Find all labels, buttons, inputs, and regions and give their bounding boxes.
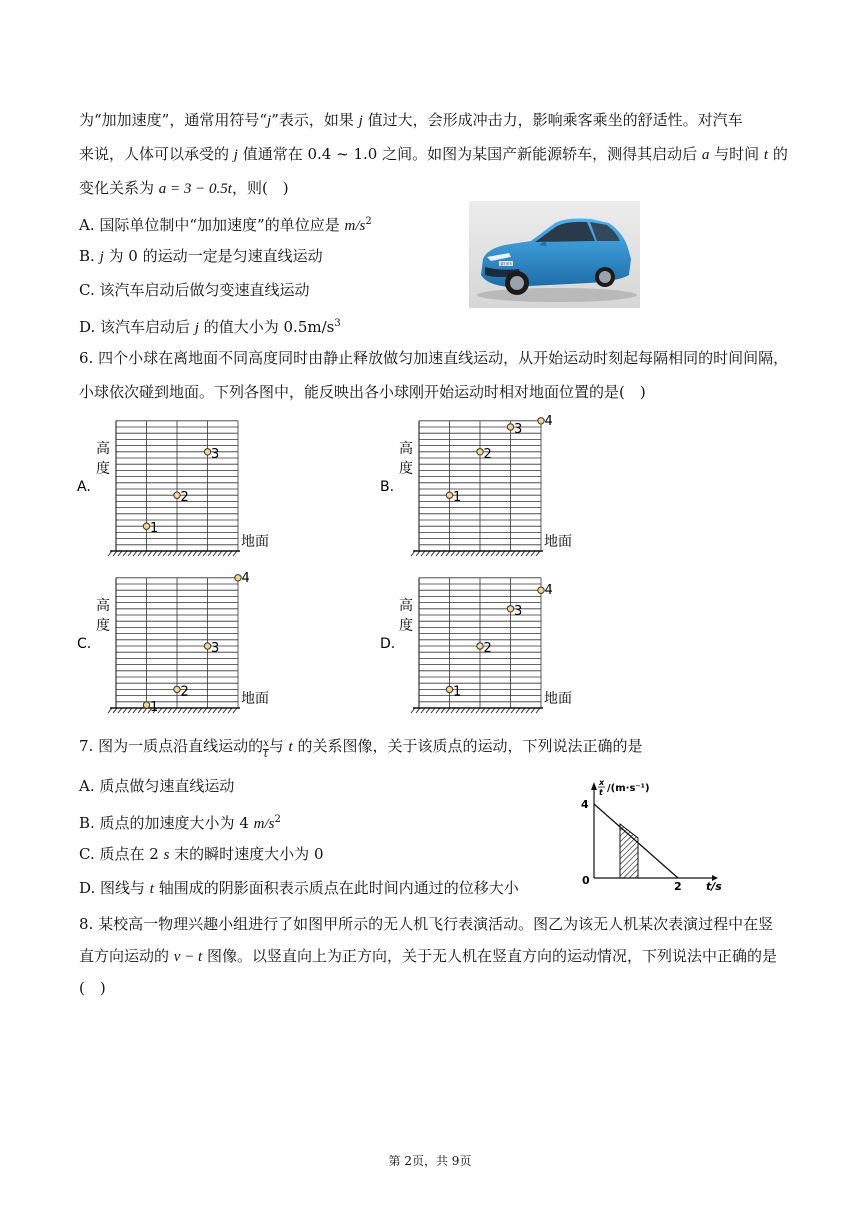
ball-2 xyxy=(477,643,483,649)
ball-1 xyxy=(143,702,149,708)
q5-line-2: 来说，人体可以承受的 j 值通常在 0.4 ~ 1.0 之间。如图为某国产新能源轿车，测得其启动后 a 与时间 t 的 xyxy=(79,145,788,163)
ground-hatch xyxy=(506,551,510,556)
ground-hatch xyxy=(183,708,187,713)
ground-hatch xyxy=(118,708,122,713)
ground-hatch xyxy=(143,551,147,556)
ground-hatch xyxy=(451,551,455,556)
ball-3 xyxy=(507,606,513,612)
ground-hatch xyxy=(233,551,237,556)
ground-hatch xyxy=(526,551,530,556)
q5-line-3: 变化关系为 a = 3 − 0.5t，则( ) xyxy=(79,179,289,197)
ground-hatch xyxy=(416,708,420,713)
ball-label-1: 1 xyxy=(453,490,462,506)
q6-height-label-1: 高 xyxy=(96,598,110,614)
ground-hatch xyxy=(178,551,182,556)
q6-height-label-2: 度 xyxy=(399,618,413,634)
ground-hatch xyxy=(118,551,122,556)
ground-hatch xyxy=(193,551,197,556)
ground-hatch xyxy=(421,551,425,556)
ground-hatch xyxy=(471,708,475,713)
ball-label-4: 4 xyxy=(241,570,250,586)
ball-3 xyxy=(204,449,210,455)
ground-hatch xyxy=(183,551,187,556)
q6-height-label-1: 高 xyxy=(399,441,413,457)
q7-y-arrow-icon xyxy=(591,782,597,790)
ground-hatch xyxy=(506,708,510,713)
q7-x-intercept: 2 xyxy=(674,880,682,893)
ground-hatch xyxy=(148,551,152,556)
q7-graph xyxy=(578,776,728,896)
svg-text:睿行E5: 睿行E5 xyxy=(500,262,512,266)
ground-hatch xyxy=(188,551,192,556)
ground-hatch xyxy=(411,551,415,556)
ground-hatch xyxy=(198,708,202,713)
ball-label-4: 4 xyxy=(544,413,553,429)
ground-hatch xyxy=(446,551,450,556)
ground-hatch xyxy=(496,551,500,556)
ground-hatch xyxy=(188,708,192,713)
ground-hatch xyxy=(168,708,172,713)
ground-hatch xyxy=(113,551,117,556)
ground-hatch xyxy=(208,708,212,713)
ball-label-4: 4 xyxy=(544,583,553,599)
ground-hatch xyxy=(218,708,222,713)
ground-hatch xyxy=(441,708,445,713)
q6-height-label-1: 高 xyxy=(399,598,413,614)
q5-option-d: D. 该汽车启动后 j 的值大小为 $0.5m/s^3$ xyxy=(79,318,341,336)
ground-hatch xyxy=(133,551,137,556)
ground-hatch xyxy=(431,708,435,713)
ball-3 xyxy=(204,643,210,649)
q8-line-2: 直方向运动的 v − t 图像。以竖直向上为正方向，关于无人机在竖直方向的运动情况，下列说法中正确的是 xyxy=(79,947,778,965)
q7-y-intercept: 4 xyxy=(581,798,589,811)
ground-hatch xyxy=(466,708,470,713)
ground-hatch xyxy=(163,551,167,556)
ground-hatch xyxy=(123,551,127,556)
ground-hatch xyxy=(193,708,197,713)
ground-hatch xyxy=(416,551,420,556)
ball-4 xyxy=(538,418,544,424)
ball-4 xyxy=(538,587,544,593)
q6-ground-label: 地面 xyxy=(241,691,269,707)
ground-hatch xyxy=(128,708,132,713)
ground-hatch xyxy=(531,708,535,713)
q7-option-d: D. 图线与 t 轴围成的阴影面积表示质点在此时间内通过的位移大小 xyxy=(79,879,519,897)
ground-hatch xyxy=(158,551,162,556)
ground-hatch xyxy=(108,551,112,556)
ball-label-3: 3 xyxy=(514,603,523,619)
ground-hatch xyxy=(153,551,157,556)
ground-hatch xyxy=(461,551,465,556)
ground-hatch xyxy=(208,551,212,556)
ground-hatch xyxy=(218,551,222,556)
ball-label-3: 3 xyxy=(211,641,220,656)
q6-ground-label: 地面 xyxy=(241,534,269,550)
ball-label-2: 2 xyxy=(483,641,492,656)
ground-hatch xyxy=(198,551,202,556)
ground-hatch xyxy=(228,551,232,556)
ground-hatch xyxy=(133,708,137,713)
ball-2 xyxy=(174,492,180,498)
ball-1 xyxy=(446,492,452,498)
q6-panel-2 xyxy=(380,414,572,556)
q6-option-label: D. xyxy=(380,636,396,652)
ground-hatch xyxy=(203,551,207,556)
q7-option-b: B. 质点的加速度大小为 4 $m/s^2$ xyxy=(79,814,281,832)
ball-2 xyxy=(174,686,180,692)
ground-hatch xyxy=(158,708,162,713)
ground-hatch xyxy=(113,708,117,713)
q6-option-label: A. xyxy=(77,479,91,495)
q7-y-frac-num: x xyxy=(599,778,605,787)
q6-panel-1 xyxy=(77,410,269,556)
q6-ground-label: 地面 xyxy=(544,534,572,550)
x-over-t-fraction: $\frac{x}{t}$ xyxy=(263,738,269,760)
q6-line-1: 6. 四个小球在离地面不同高度同时由静止释放做匀加速直线运动，从开始运动时刻起每隔相同的时间间隔， xyxy=(79,349,789,367)
ball-label-1: 1 xyxy=(150,700,159,715)
ground-hatch xyxy=(233,708,237,713)
ball-label-2: 2 xyxy=(483,446,492,462)
ground-hatch xyxy=(411,708,415,713)
ball-label-3: 3 xyxy=(211,446,220,462)
ground-hatch xyxy=(456,551,460,556)
ground-hatch xyxy=(471,551,475,556)
ground-hatch xyxy=(163,708,167,713)
q6-ground-label: 地面 xyxy=(544,691,572,707)
q5-option-c: C. 该汽车启动后做匀变速直线运动 xyxy=(79,281,310,299)
q6-panel-4 xyxy=(380,578,572,713)
ground-hatch xyxy=(456,708,460,713)
ground-hatch xyxy=(138,551,142,556)
ground-hatch xyxy=(223,708,227,713)
ground-hatch xyxy=(466,551,470,556)
ground-hatch xyxy=(446,708,450,713)
q6-panel-3 xyxy=(77,571,269,715)
q8-line-1: 8. 某校高一物理兴趣小组进行了如图甲所示的无人机飞行表演活动。图乙为该无人机某次表演过程中在竖 xyxy=(79,915,774,933)
ground-hatch xyxy=(481,551,485,556)
ball-label-1: 1 xyxy=(150,521,159,537)
q6-height-label-2: 度 xyxy=(96,618,110,634)
ground-hatch xyxy=(178,708,182,713)
ground-hatch xyxy=(173,551,177,556)
ground-hatch xyxy=(138,708,142,713)
ground-hatch xyxy=(536,708,540,713)
q7-stem: 7. 图为一质点沿直线运动的 $\frac{x}{t}$ 与 t 的关系图像，关于该质点的运动，下列说法正确的是 xyxy=(79,737,643,760)
q8-line-3: ( ) xyxy=(79,979,106,997)
ground-hatch xyxy=(476,708,480,713)
ground-hatch xyxy=(451,708,455,713)
ball-label-2: 2 xyxy=(180,490,189,506)
ball-4 xyxy=(235,575,241,581)
ground-hatch xyxy=(223,551,227,556)
ball-2 xyxy=(477,449,483,455)
q7-shaded-area xyxy=(620,824,638,878)
q7-option-c: C. 质点在 2 s 末的瞬时速度大小为 0 xyxy=(79,845,324,863)
ground-hatch xyxy=(486,708,490,713)
q7-option-a: A. 质点做匀速直线运动 xyxy=(79,777,235,795)
ground-hatch xyxy=(526,708,530,713)
ground-hatch xyxy=(521,551,525,556)
q5-option-b: B. j 为 0 的运动一定是匀速直线运动 xyxy=(79,247,323,265)
car-image xyxy=(469,201,640,308)
ground-hatch xyxy=(426,708,430,713)
q5-line-1: 为“加加速度”，通常用符号“j”表示，如果 j 值过大，会形成冲击力，影响乘客乘坐的舒适性。对汽车 xyxy=(79,111,743,129)
ground-hatch xyxy=(123,708,127,713)
ground-hatch xyxy=(491,708,495,713)
q6-option-label: B. xyxy=(380,479,395,495)
q7-origin: 0 xyxy=(582,874,590,887)
ground-hatch xyxy=(531,551,535,556)
ground-hatch xyxy=(486,551,490,556)
ground-hatch xyxy=(501,551,505,556)
ground-hatch xyxy=(128,551,132,556)
ground-hatch xyxy=(213,708,217,713)
ball-3 xyxy=(507,424,513,430)
ground-hatch xyxy=(511,708,515,713)
ground-hatch xyxy=(431,551,435,556)
ground-hatch xyxy=(476,551,480,556)
ground-hatch xyxy=(491,551,495,556)
q6-height-label-2: 度 xyxy=(96,461,110,477)
ground-hatch xyxy=(108,708,112,713)
ground-hatch xyxy=(143,708,147,713)
ground-hatch xyxy=(481,708,485,713)
ground-hatch xyxy=(436,551,440,556)
q6-height-label-1: 高 xyxy=(96,441,110,457)
ground-hatch xyxy=(441,551,445,556)
ball-label-2: 2 xyxy=(180,684,189,700)
ball-1 xyxy=(143,523,149,529)
ground-hatch xyxy=(426,551,430,556)
ball-1 xyxy=(446,686,452,692)
ground-hatch xyxy=(511,551,515,556)
ground-hatch xyxy=(516,551,520,556)
q6-line-2: 小球依次碰到地面。下列各图中，能反映出各小球刚开始运动时相对地面位置的是( ) xyxy=(79,383,646,401)
ground-hatch xyxy=(461,708,465,713)
q6-option-label: C. xyxy=(77,636,92,652)
ground-hatch xyxy=(536,551,540,556)
ground-hatch xyxy=(521,708,525,713)
ground-hatch xyxy=(496,708,500,713)
ball-label-3: 3 xyxy=(514,422,523,437)
ground-hatch xyxy=(501,708,505,713)
ground-hatch xyxy=(213,551,217,556)
q6-figures xyxy=(0,410,860,722)
q7-y-frac-den: t xyxy=(599,788,603,797)
q7-x-label: t/s xyxy=(706,880,722,893)
ball-label-1: 1 xyxy=(453,684,462,700)
ground-hatch xyxy=(436,708,440,713)
ground-hatch xyxy=(173,708,177,713)
q5-option-a: A. 国际单位制中“加加速度”的单位应是 $m/s^2$ xyxy=(79,216,372,234)
ground-hatch xyxy=(168,551,172,556)
page-footer: 第 2页，共 9页 xyxy=(388,1154,472,1168)
q7-y-label: /(m·s⁻¹) xyxy=(607,783,650,794)
ground-hatch xyxy=(203,708,207,713)
q6-height-label-2: 度 xyxy=(399,461,413,477)
ground-hatch xyxy=(421,708,425,713)
ground-hatch xyxy=(516,708,520,713)
ground-hatch xyxy=(228,708,232,713)
